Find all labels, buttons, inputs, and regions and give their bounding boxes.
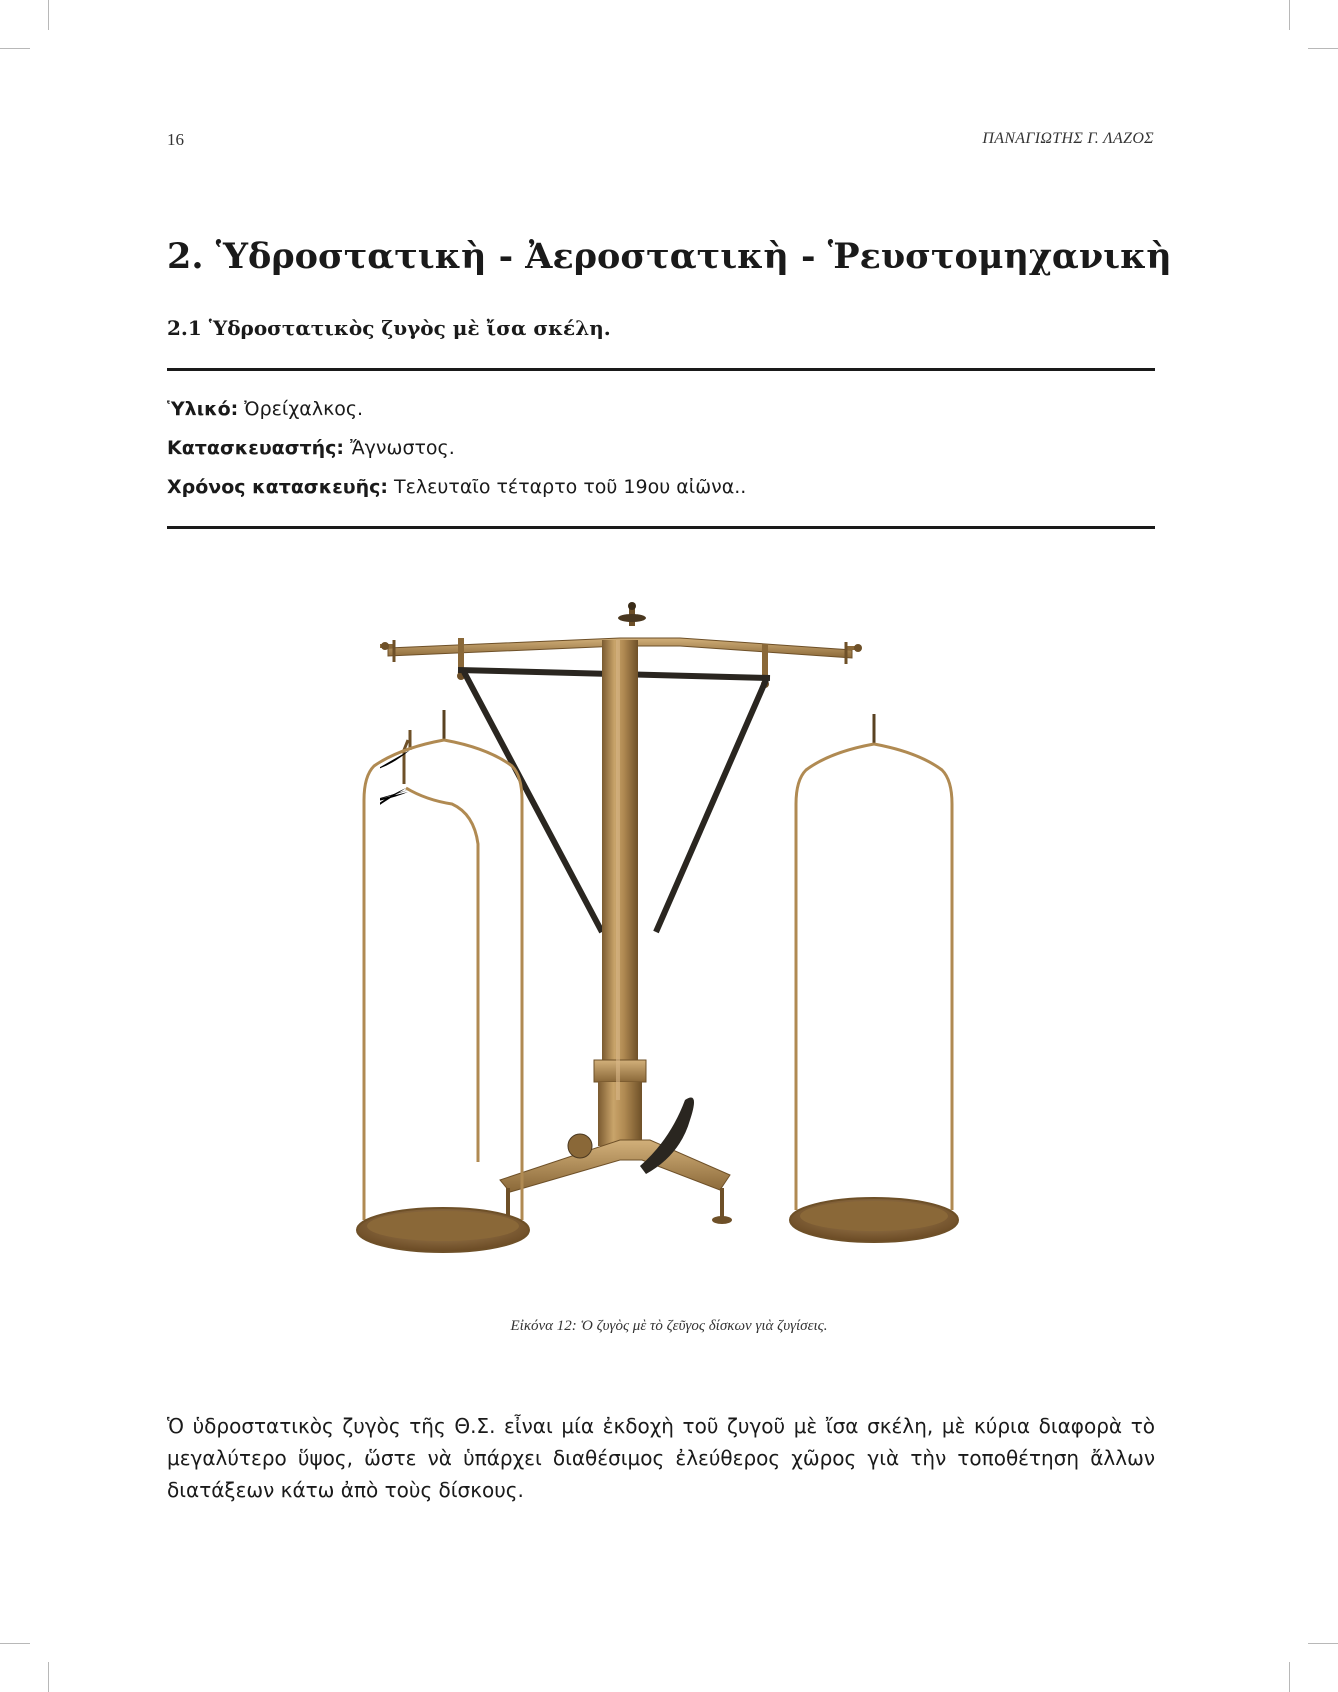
spec-material bbox=[167, 398, 363, 420]
spec-date bbox=[167, 476, 746, 498]
spec-value: Τελευταῖο τέταρτο τοῦ 19ου αἰῶνα.. bbox=[388, 476, 747, 498]
left-pan-frame bbox=[357, 710, 529, 1252]
chapter-title: 2. Ὑδροστατικὴ - Ἀεροστατικὴ - Ῥευστομηχανικὴ bbox=[167, 236, 1172, 277]
crop-mark bbox=[1289, 1662, 1290, 1692]
balance-pans bbox=[340, 590, 960, 1290]
section-title: 2.1 Ὑδροστατικὸς ζυγὸς μὲ ἴσα σκέλη. bbox=[167, 316, 611, 340]
spec-label: Ὑλικό: bbox=[167, 398, 239, 420]
crop-mark bbox=[48, 0, 49, 30]
spec-maker bbox=[167, 437, 455, 459]
divider-top bbox=[167, 368, 1155, 371]
running-head: ΠΑΝΑΓΙΩΤΗΣ Γ. ΛΑΖΟΣ bbox=[982, 130, 1154, 147]
crop-mark bbox=[48, 1662, 49, 1692]
page-number: 16 bbox=[167, 130, 184, 149]
crop-mark bbox=[1308, 48, 1338, 49]
body-paragraph: Ὁ ὑδροστατικὸς ζυγὸς τῆς Θ.Σ. εἶναι μία ἐκδοχὴ τοῦ ζυγοῦ μὲ ἴσα σκέλη, μὲ κύρια διαφορὰ τὸ μεγαλύτερο ὕψος, ὥστε νὰ ὑπάρχει διαθέσιμος ἐλεύθερος χῶρος γιὰ τὴν τοποθέτηση ἄλλων διατάξεων κάτω ἀπὸ τοὺς δίσκους. bbox=[167, 1414, 1155, 1502]
right-pan-frame bbox=[790, 714, 958, 1242]
divider-bottom bbox=[167, 526, 1155, 529]
spec-label: Κατασκευαστής: bbox=[167, 437, 345, 459]
crop-mark bbox=[0, 1643, 30, 1644]
crop-mark bbox=[1308, 1643, 1338, 1644]
crop-mark bbox=[1289, 0, 1290, 30]
crop-mark bbox=[0, 48, 30, 49]
figure-caption: Εἰκόνα 12: Ὁ ζυγὸς μὲ τὸ ζεῦγος δίσκων γιὰ ζυγίσεις. bbox=[510, 1318, 828, 1334]
spec-value: Ὀρείχαλκος. bbox=[238, 398, 364, 420]
spec-label: Χρόνος κατασκευῆς: bbox=[167, 476, 388, 498]
spec-value: Ἄγνωστος. bbox=[344, 437, 455, 459]
